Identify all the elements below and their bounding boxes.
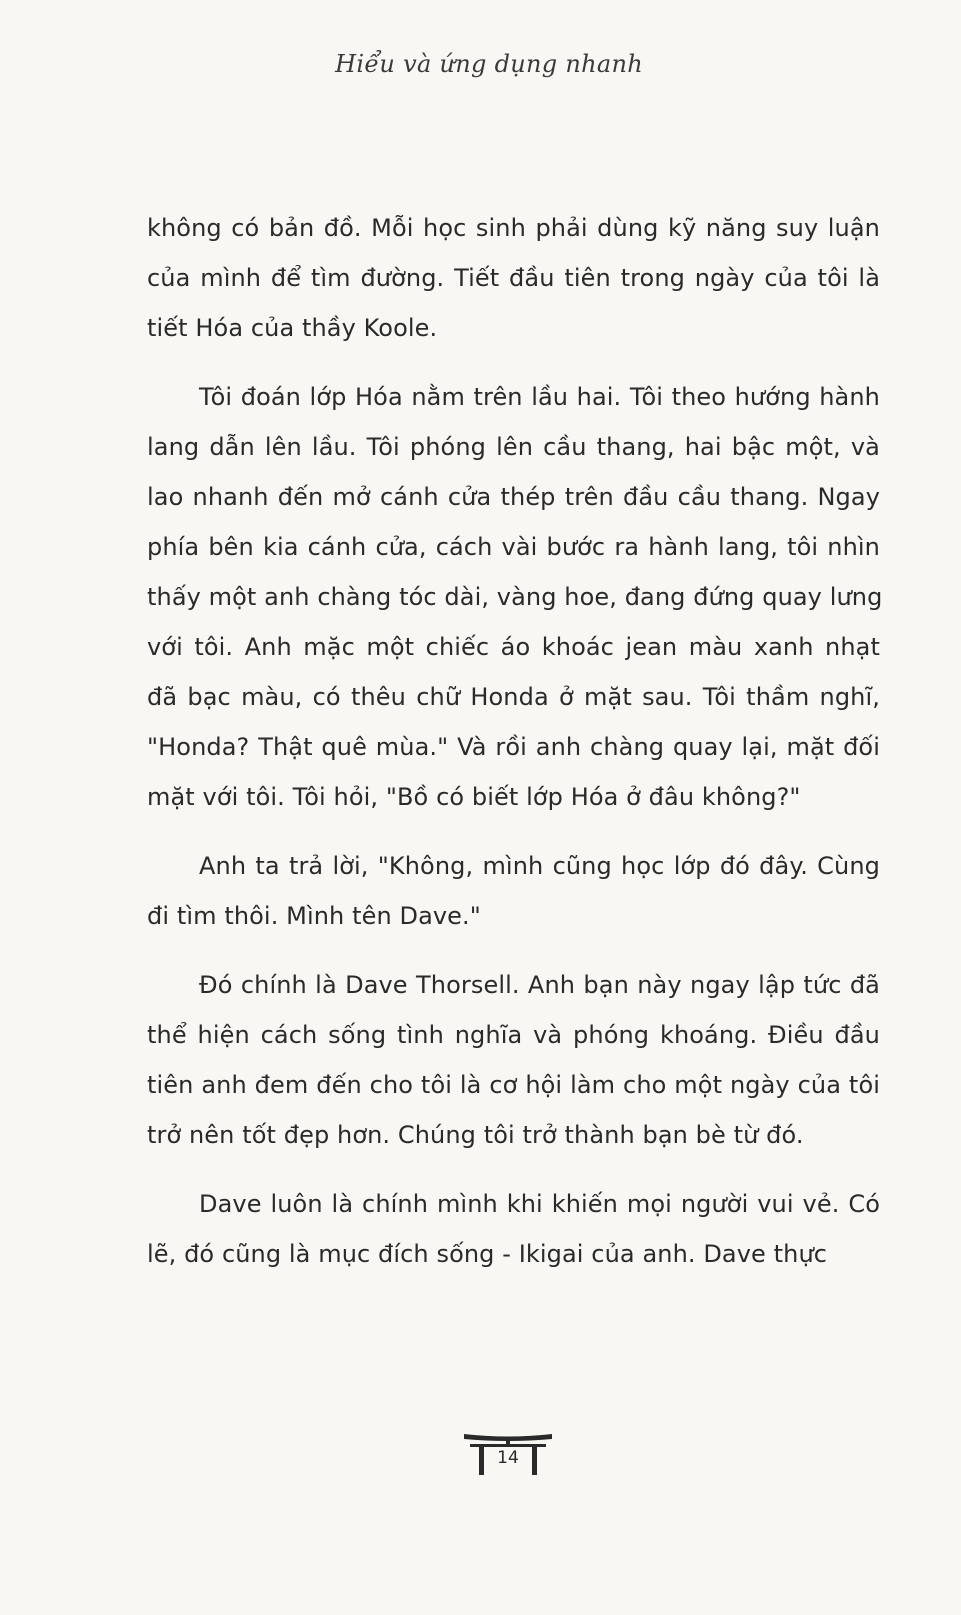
text-line: Dave luôn là chính mình khi khiến mọi người vui vẻ. Có xyxy=(199,1190,880,1218)
text-line: Đó chính là Dave Thorsell. Anh bạn này ngay lập tức đã xyxy=(199,971,880,999)
paragraph xyxy=(147,841,880,941)
text-line: lang dẫn lên lầu. Tôi phóng lên cầu thang, hai bậc một, và xyxy=(147,433,880,461)
paragraph xyxy=(147,1179,880,1279)
page-number: 14 xyxy=(497,1448,519,1468)
text-line: lẽ, đó cũng là mục đích sống - Ikigai của anh. Dave thực xyxy=(147,1240,828,1268)
body-text xyxy=(147,203,883,1298)
text-line: mặt với tôi. Tôi hỏi, "Bồ có biết lớp Hóa ở đâu không?" xyxy=(147,783,801,811)
paragraph xyxy=(147,203,880,353)
text-line: Tôi đoán lớp Hóa nằm trên lầu hai. Tôi theo hướng hành xyxy=(199,383,880,411)
text-line: trở nên tốt đẹp hơn. Chúng tôi trở thành bạn bè từ đó. xyxy=(147,1121,804,1149)
paragraph xyxy=(147,960,880,1160)
text-line: đi tìm thôi. Mình tên Dave." xyxy=(147,902,481,930)
text-line: thấy một anh chàng tóc dài, vàng hoe, đang đứng quay lưng xyxy=(147,583,883,611)
page-footer xyxy=(462,1431,554,1477)
text-line: thể hiện cách sống tình nghĩa và phóng khoáng. Điều đầu xyxy=(147,1021,880,1049)
running-header-title: Hiểu và ứng dụng nhanh xyxy=(335,50,643,78)
text-line: không có bản đồ. Mỗi học sinh phải dùng kỹ năng suy luận xyxy=(147,214,880,242)
text-line: của mình để tìm đường. Tiết đầu tiên trong ngày của tôi là xyxy=(147,264,880,292)
text-line: Anh ta trả lời, "Không, mình cũng học lớp đó đây. Cùng xyxy=(199,852,880,880)
text-line: lao nhanh đến mở cánh cửa thép trên đầu cầu thang. Ngay xyxy=(147,483,880,511)
text-line: đã bạc màu, có thêu chữ Honda ở mặt sau. Tôi thầm nghĩ, xyxy=(147,683,880,711)
text-line: "Honda? Thật quê mùa." Và rồi anh chàng quay lại, mặt đối xyxy=(147,733,880,761)
text-line: phía bên kia cánh cửa, cách vài bước ra hành lang, tôi nhìn xyxy=(147,533,880,561)
text-line: với tôi. Anh mặc một chiếc áo khoác jean màu xanh nhạt xyxy=(147,633,880,661)
text-line: tiết Hóa của thầy Koole. xyxy=(147,314,438,342)
paragraph xyxy=(147,372,883,822)
text-line: tiên anh đem đến cho tôi là cơ hội làm cho một ngày của tôi xyxy=(147,1071,880,1099)
